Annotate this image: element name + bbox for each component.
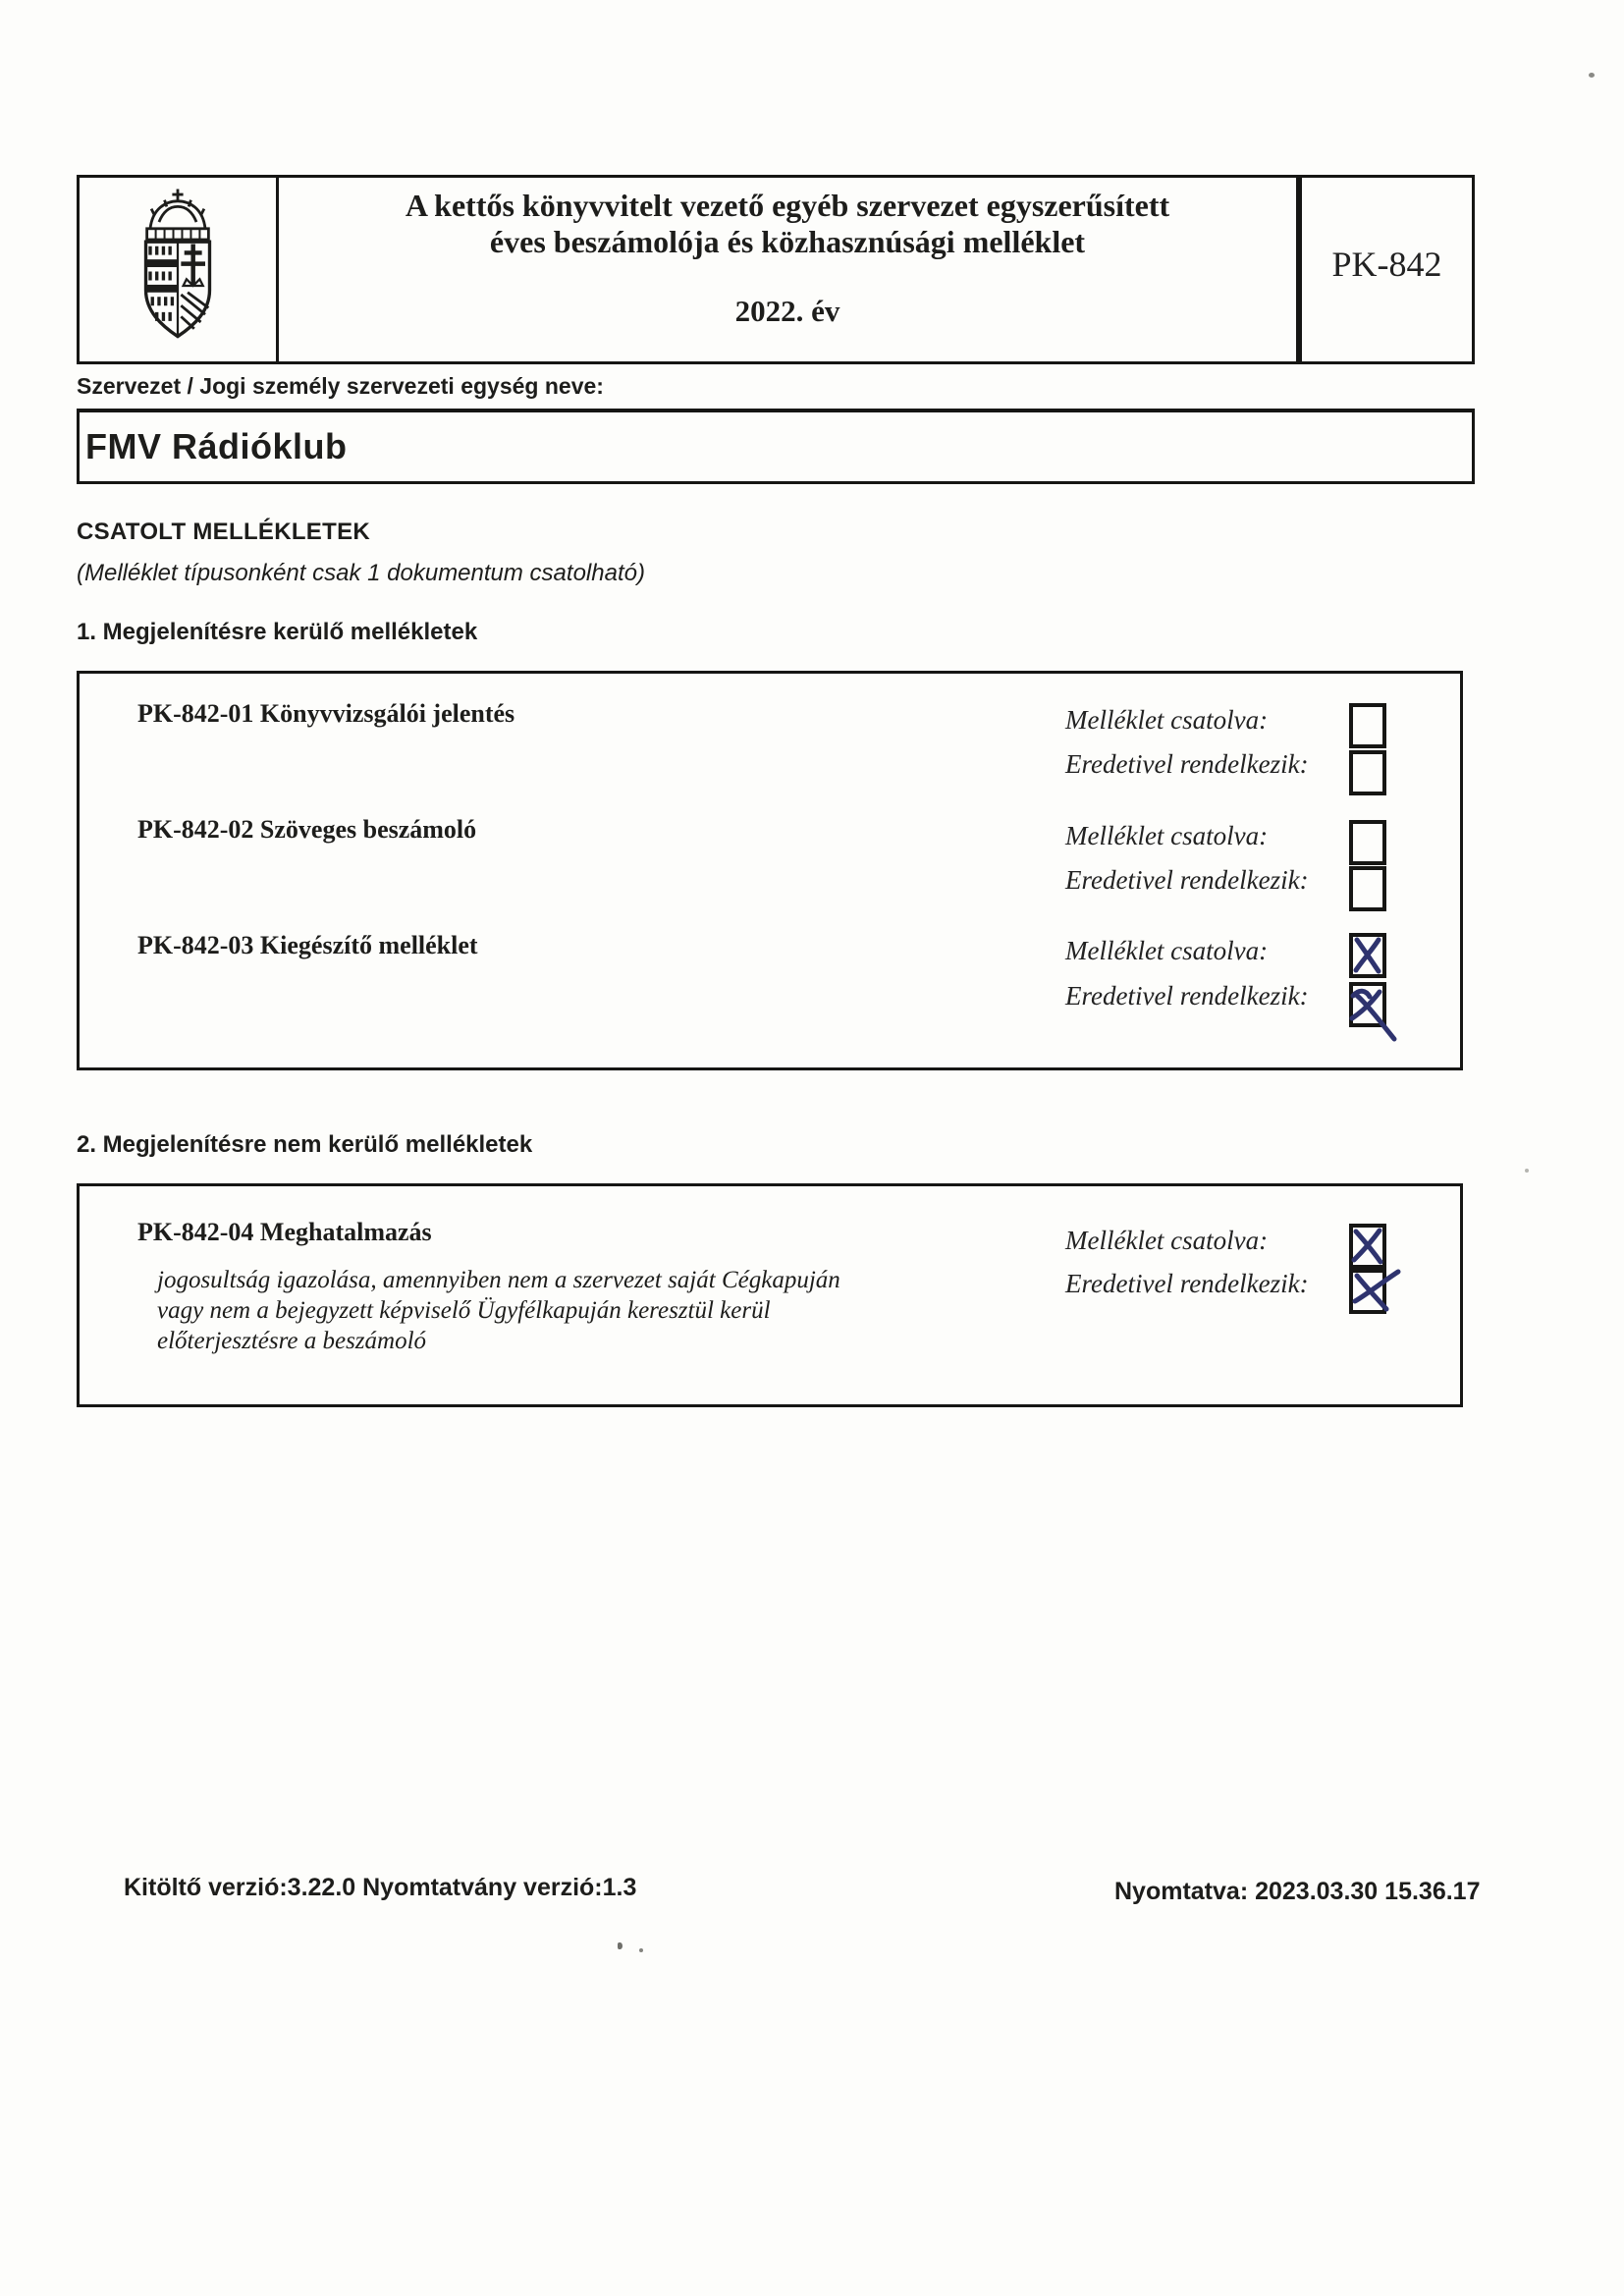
form-title-line2: éves beszámolója és közhasznúsági melléklet [489, 224, 1086, 259]
attachments-note: (Melléklet típusonként csak 1 dokumentum csatolható) [77, 560, 645, 586]
description-line2: vagy nem a bejegyzett képviselő Ügyfélkapuján keresztül kerül [157, 1297, 771, 1324]
form-code-box [1299, 175, 1475, 364]
item3-original-label: Eredetivel rendelkezik: [1065, 981, 1309, 1011]
logo-cell [80, 178, 279, 361]
attachments-heading: CSATOLT MELLÉKLETEK [77, 519, 371, 545]
hungarian-coat-of-arms-icon [115, 185, 241, 355]
org-name-value: FMV Rádióklub [85, 426, 348, 466]
item-pk-842-03-label: PK-842-03 Kiegészítő melléklet [137, 931, 478, 959]
description-line3: előterjesztésre a beszámoló [157, 1328, 427, 1354]
item1-attached-checkbox [1349, 703, 1386, 748]
item4-original-checkbox [1349, 1269, 1386, 1314]
item2-original-label: Eredetivel rendelkezik: [1065, 865, 1309, 895]
item1-attached-label: Melléklet csatolva: [1065, 705, 1269, 735]
form-title-block [279, 178, 1296, 361]
scan-artifact-dot [1525, 1169, 1529, 1173]
item-pk-842-01-label: PK-842-01 Könyvvizsgálói jelentés [137, 699, 515, 728]
form-header [77, 175, 1299, 364]
item3-attached-checkbox [1349, 933, 1386, 978]
item1-original-label: Eredetivel rendelkezik: [1065, 749, 1309, 779]
form-code: PK-842 [1331, 244, 1442, 284]
section2-title: 2. Megjelenítésre nem kerülő mellékletek [77, 1131, 533, 1158]
scan-artifact-dot [618, 1942, 623, 1949]
description-line1: jogosultság igazolása, amennyiben nem a szervezet saját Cégkapuján [157, 1267, 840, 1293]
item4-attached-checkbox [1349, 1224, 1386, 1269]
item-pk-842-02-label: PK-842-02 Szöveges beszámoló [137, 815, 477, 844]
form-title-line1: A kettős könyvvitelt vezető egyéb szervezet egyszerűsített [405, 188, 1170, 223]
section1-title: 1. Megjelenítésre kerülő mellékletek [77, 619, 478, 645]
item-pk-842-04-label: PK-842-04 Meghatalmazás [137, 1218, 432, 1246]
item4-attached-label: Melléklet csatolva: [1065, 1226, 1269, 1255]
item4-original-label: Eredetivel rendelkezik: [1065, 1269, 1309, 1298]
scan-artifact-dot [639, 1948, 643, 1952]
form-year: 2022. év [734, 294, 840, 328]
org-name-label: Szervezet / Jogi személy szervezeti egység neve: [77, 373, 604, 399]
scan-artifact-dot [1589, 73, 1595, 78]
item3-original-checkbox [1349, 982, 1386, 1027]
item1-original-checkbox [1349, 750, 1386, 795]
footer-printed-timestamp: Nyomtatva: 2023.03.30 15.36.17 [1114, 1878, 1481, 1905]
item-pk-842-04-description [157, 1265, 874, 1356]
item3-attached-label: Melléklet csatolva: [1065, 936, 1269, 965]
org-name-field [77, 409, 1475, 484]
item2-original-checkbox [1349, 866, 1386, 911]
item2-attached-checkbox [1349, 820, 1386, 865]
footer-version-info: Kitöltő verzió:3.22.0 Nyomtatvány verzió:1.3 [124, 1874, 637, 1901]
item2-attached-label: Melléklet csatolva: [1065, 821, 1269, 850]
